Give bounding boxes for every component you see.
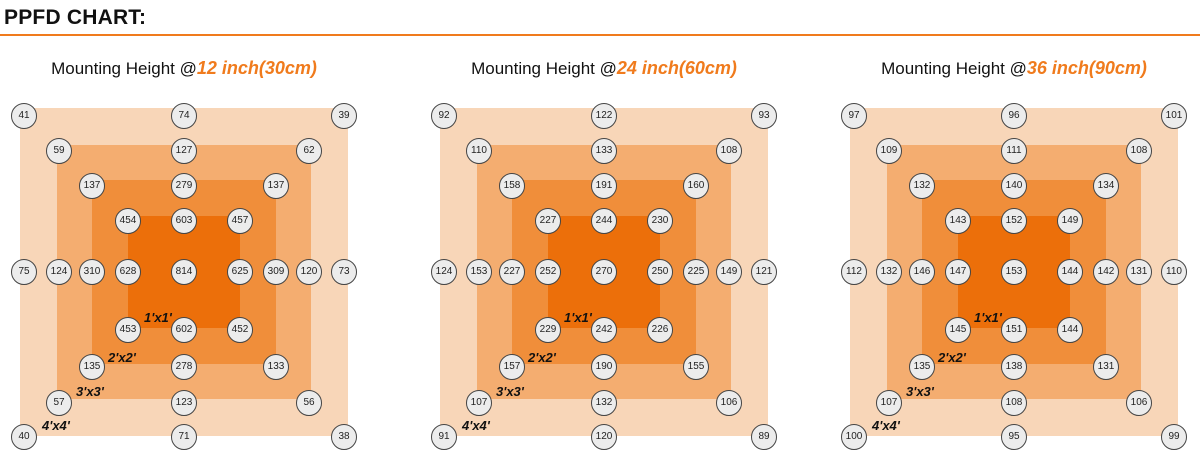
ppfd-reading: 99 [1161,424,1187,450]
ppfd-reading: 91 [431,424,457,450]
ppfd-reading: 107 [876,390,902,416]
ppfd-reading: 109 [876,138,902,164]
mounting-height-value: 12 inch(30cm) [196,58,317,78]
ppfd-reading: 92 [431,103,457,129]
ppfd-reading: 191 [591,173,617,199]
ppfd-reading: 270 [591,259,617,285]
ppfd-reading: 124 [431,259,457,285]
ppfd-reading: 131 [1126,259,1152,285]
ppfd-reading: 134 [1093,173,1119,199]
ppfd-reading: 144 [1057,317,1083,343]
mounting-height-label: Mounting Height @ [881,59,1027,78]
zone-label-4x4: 4'x4' [872,418,900,433]
ppfd-reading: 101 [1161,103,1187,129]
ppfd-reading: 73 [331,259,357,285]
mounting-height-value: 36 inch(90cm) [1026,58,1147,78]
ppfd-reading: 41 [11,103,37,129]
ppfd-reading: 144 [1057,259,1083,285]
zone-label-3x3: 3'x3' [76,384,104,399]
ppfd-reading: 95 [1001,424,1027,450]
ppfd-reading: 131 [1093,354,1119,380]
ppfd-reading: 133 [591,138,617,164]
mounting-height-value: 24 inch(60cm) [616,58,737,78]
ppfd-reading: 112 [841,259,867,285]
zone-label-2x2: 2'x2' [528,350,556,365]
ppfd-reading: 108 [1001,390,1027,416]
zone-label-3x3: 3'x3' [496,384,524,399]
ppfd-reading: 190 [591,354,617,380]
ppfd-reading: 149 [1057,208,1083,234]
ppfd-reading: 160 [683,173,709,199]
ppfd-reading: 133 [263,354,289,380]
ppfd-panel [424,0,844,454]
ppfd-reading: 250 [647,259,673,285]
zone-label-4x4: 4'x4' [462,418,490,433]
ppfd-reading: 226 [647,317,673,343]
ppfd-reading: 457 [227,208,253,234]
ppfd-reading: 122 [591,103,617,129]
ppfd-reading: 310 [79,259,105,285]
ppfd-reading: 227 [535,208,561,234]
ppfd-reading: 132 [876,259,902,285]
ppfd-reading: 127 [171,138,197,164]
zone-label-3x3: 3'x3' [906,384,934,399]
panel-title [4,58,364,79]
ppfd-reading: 146 [909,259,935,285]
ppfd-reading: 56 [296,390,322,416]
zone-label-1x1: 1'x1' [564,310,592,325]
ppfd-reading: 155 [683,354,709,380]
ppfd-reading: 111 [1001,138,1027,164]
ppfd-reading: 147 [945,259,971,285]
ppfd-reading: 75 [11,259,37,285]
ppfd-reading: 452 [227,317,253,343]
ppfd-reading: 138 [1001,354,1027,380]
ppfd-reading: 106 [716,390,742,416]
ppfd-reading: 309 [263,259,289,285]
ppfd-reading: 108 [1126,138,1152,164]
ppfd-reading: 132 [591,390,617,416]
ppfd-reading: 153 [466,259,492,285]
ppfd-reading: 135 [79,354,105,380]
ppfd-reading: 106 [1126,390,1152,416]
chart-heading: PPFD CHART: [4,6,147,29]
ppfd-reading: 814 [171,259,197,285]
zone-label-1x1: 1'x1' [974,310,1002,325]
ppfd-reading: 279 [171,173,197,199]
zone-label-2x2: 2'x2' [108,350,136,365]
ppfd-reading: 145 [945,317,971,343]
ppfd-reading: 143 [945,208,971,234]
zone-label-1x1: 1'x1' [144,310,172,325]
ppfd-reading: 244 [591,208,617,234]
ppfd-reading: 110 [1161,259,1187,285]
ppfd-reading: 453 [115,317,141,343]
zone-label-4x4: 4'x4' [42,418,70,433]
ppfd-reading: 96 [1001,103,1027,129]
zone-label-2x2: 2'x2' [938,350,966,365]
ppfd-reading: 123 [171,390,197,416]
ppfd-reading: 120 [296,259,322,285]
ppfd-reading: 603 [171,208,197,234]
ppfd-reading: 602 [171,317,197,343]
ppfd-reading: 57 [46,390,72,416]
ppfd-reading: 74 [171,103,197,129]
ppfd-reading: 230 [647,208,673,234]
ppfd-reading: 628 [115,259,141,285]
ppfd-reading: 137 [79,173,105,199]
ppfd-reading: 152 [1001,208,1027,234]
ppfd-reading: 97 [841,103,867,129]
ppfd-reading: 242 [591,317,617,343]
ppfd-reading: 157 [499,354,525,380]
ppfd-reading: 38 [331,424,357,450]
ppfd-reading: 252 [535,259,561,285]
ppfd-reading: 454 [115,208,141,234]
ppfd-reading: 71 [171,424,197,450]
ppfd-reading: 158 [499,173,525,199]
ppfd-reading: 120 [591,424,617,450]
ppfd-reading: 625 [227,259,253,285]
panel-title [424,58,784,79]
ppfd-reading: 89 [751,424,777,450]
panel-title [834,58,1194,79]
ppfd-reading: 140 [1001,173,1027,199]
ppfd-reading: 227 [499,259,525,285]
ppfd-reading: 132 [909,173,935,199]
ppfd-reading: 153 [1001,259,1027,285]
ppfd-reading: 229 [535,317,561,343]
ppfd-reading: 225 [683,259,709,285]
ppfd-panel [834,0,1200,454]
ppfd-reading: 149 [716,259,742,285]
ppfd-reading: 59 [46,138,72,164]
ppfd-reading: 93 [751,103,777,129]
ppfd-reading: 137 [263,173,289,199]
ppfd-reading: 39 [331,103,357,129]
ppfd-reading: 124 [46,259,72,285]
mounting-height-label: Mounting Height @ [471,59,617,78]
ppfd-reading: 142 [1093,259,1119,285]
ppfd-reading: 121 [751,259,777,285]
ppfd-reading: 62 [296,138,322,164]
ppfd-reading: 100 [841,424,867,450]
ppfd-reading: 110 [466,138,492,164]
ppfd-reading: 40 [11,424,37,450]
ppfd-reading: 135 [909,354,935,380]
ppfd-reading: 151 [1001,317,1027,343]
ppfd-reading: 278 [171,354,197,380]
ppfd-panel [4,0,424,454]
ppfd-reading: 108 [716,138,742,164]
mounting-height-label: Mounting Height @ [51,59,197,78]
ppfd-reading: 107 [466,390,492,416]
